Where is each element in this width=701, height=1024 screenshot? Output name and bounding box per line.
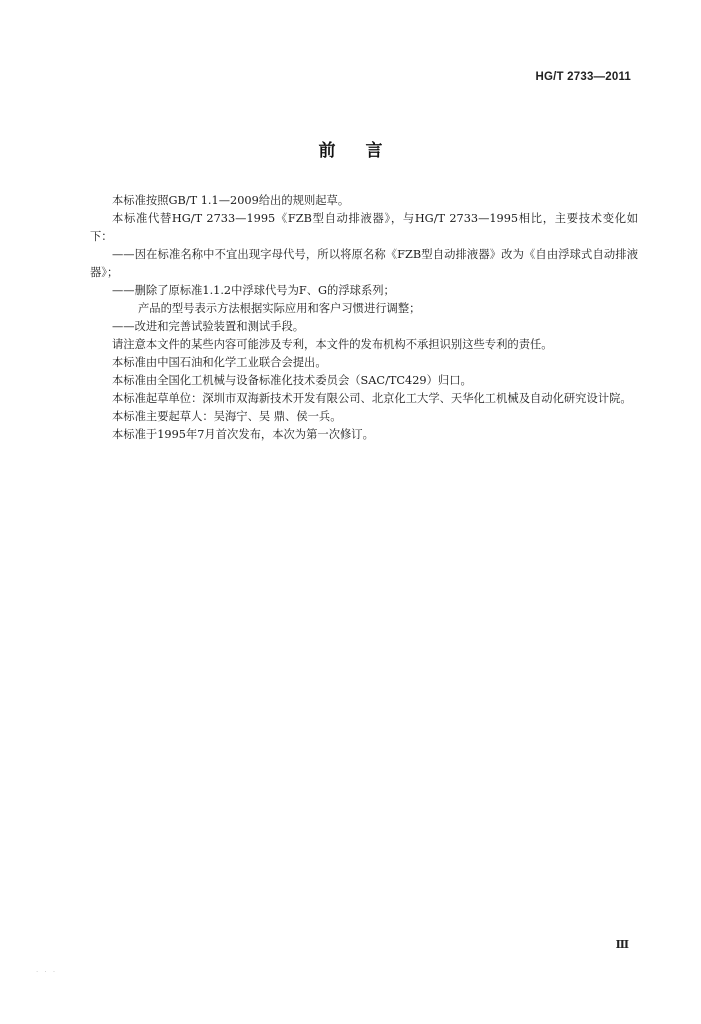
foreword-body bbox=[90, 192, 638, 444]
paragraph-proposer: 本标准由中国石油和化学工业联合会提出。 bbox=[112, 356, 327, 369]
change-item-test-equipment: ——改进和完善试验装置和测试手段。 bbox=[112, 320, 305, 333]
paragraph-committee: 本标准由全国化工机械与设备标准化技术委员会（SAC/TC429）归口。 bbox=[112, 374, 472, 387]
paragraph-drafters: 本标准主要起草人：吴海宁、吴 鼎、侯一兵。 bbox=[112, 410, 342, 423]
change-item-float-series: ——删除了原标准1.1.2中浮球代号为F、G的浮球系列； bbox=[112, 284, 395, 297]
document-code: HG/T 2733—2011 bbox=[535, 71, 631, 83]
page-title: 前言 bbox=[318, 141, 413, 161]
scan-artifact-marks: · · · bbox=[36, 968, 58, 976]
paragraph-drafting-units: 本标准起草单位：深圳市双海新技术开发有限公司、北京化工大学、天华化工机械及自动化研究设计院。 bbox=[112, 392, 632, 405]
change-item-model-notation: 产品的型号表示方法根据实际应用和客户习惯进行调整； bbox=[138, 302, 421, 315]
page-number: Ⅲ bbox=[615, 938, 629, 951]
paragraph-drafting-rules: 本标准按照GB/T 1.1—2009给出的规则起草。 bbox=[112, 194, 350, 207]
paragraph-replacement: 本标准代替HG/T 2733—1995《FZB型自动排液器》，与HG/T 2733—1995相比，主要技术变化如下： bbox=[90, 212, 638, 243]
change-item-name: ——因在标准名称中不宜出现字母代号，所以将原名称《FZB型自动排液器》改为《自由浮球式自动排液器》； bbox=[90, 248, 638, 279]
paragraph-history: 本标准于1995年7月首次发布，本次为第一次修订。 bbox=[112, 428, 374, 441]
paragraph-patent-notice: 请注意本文件的某些内容可能涉及专利，本文件的发布机构不承担识别这些专利的责任。 bbox=[112, 338, 553, 351]
